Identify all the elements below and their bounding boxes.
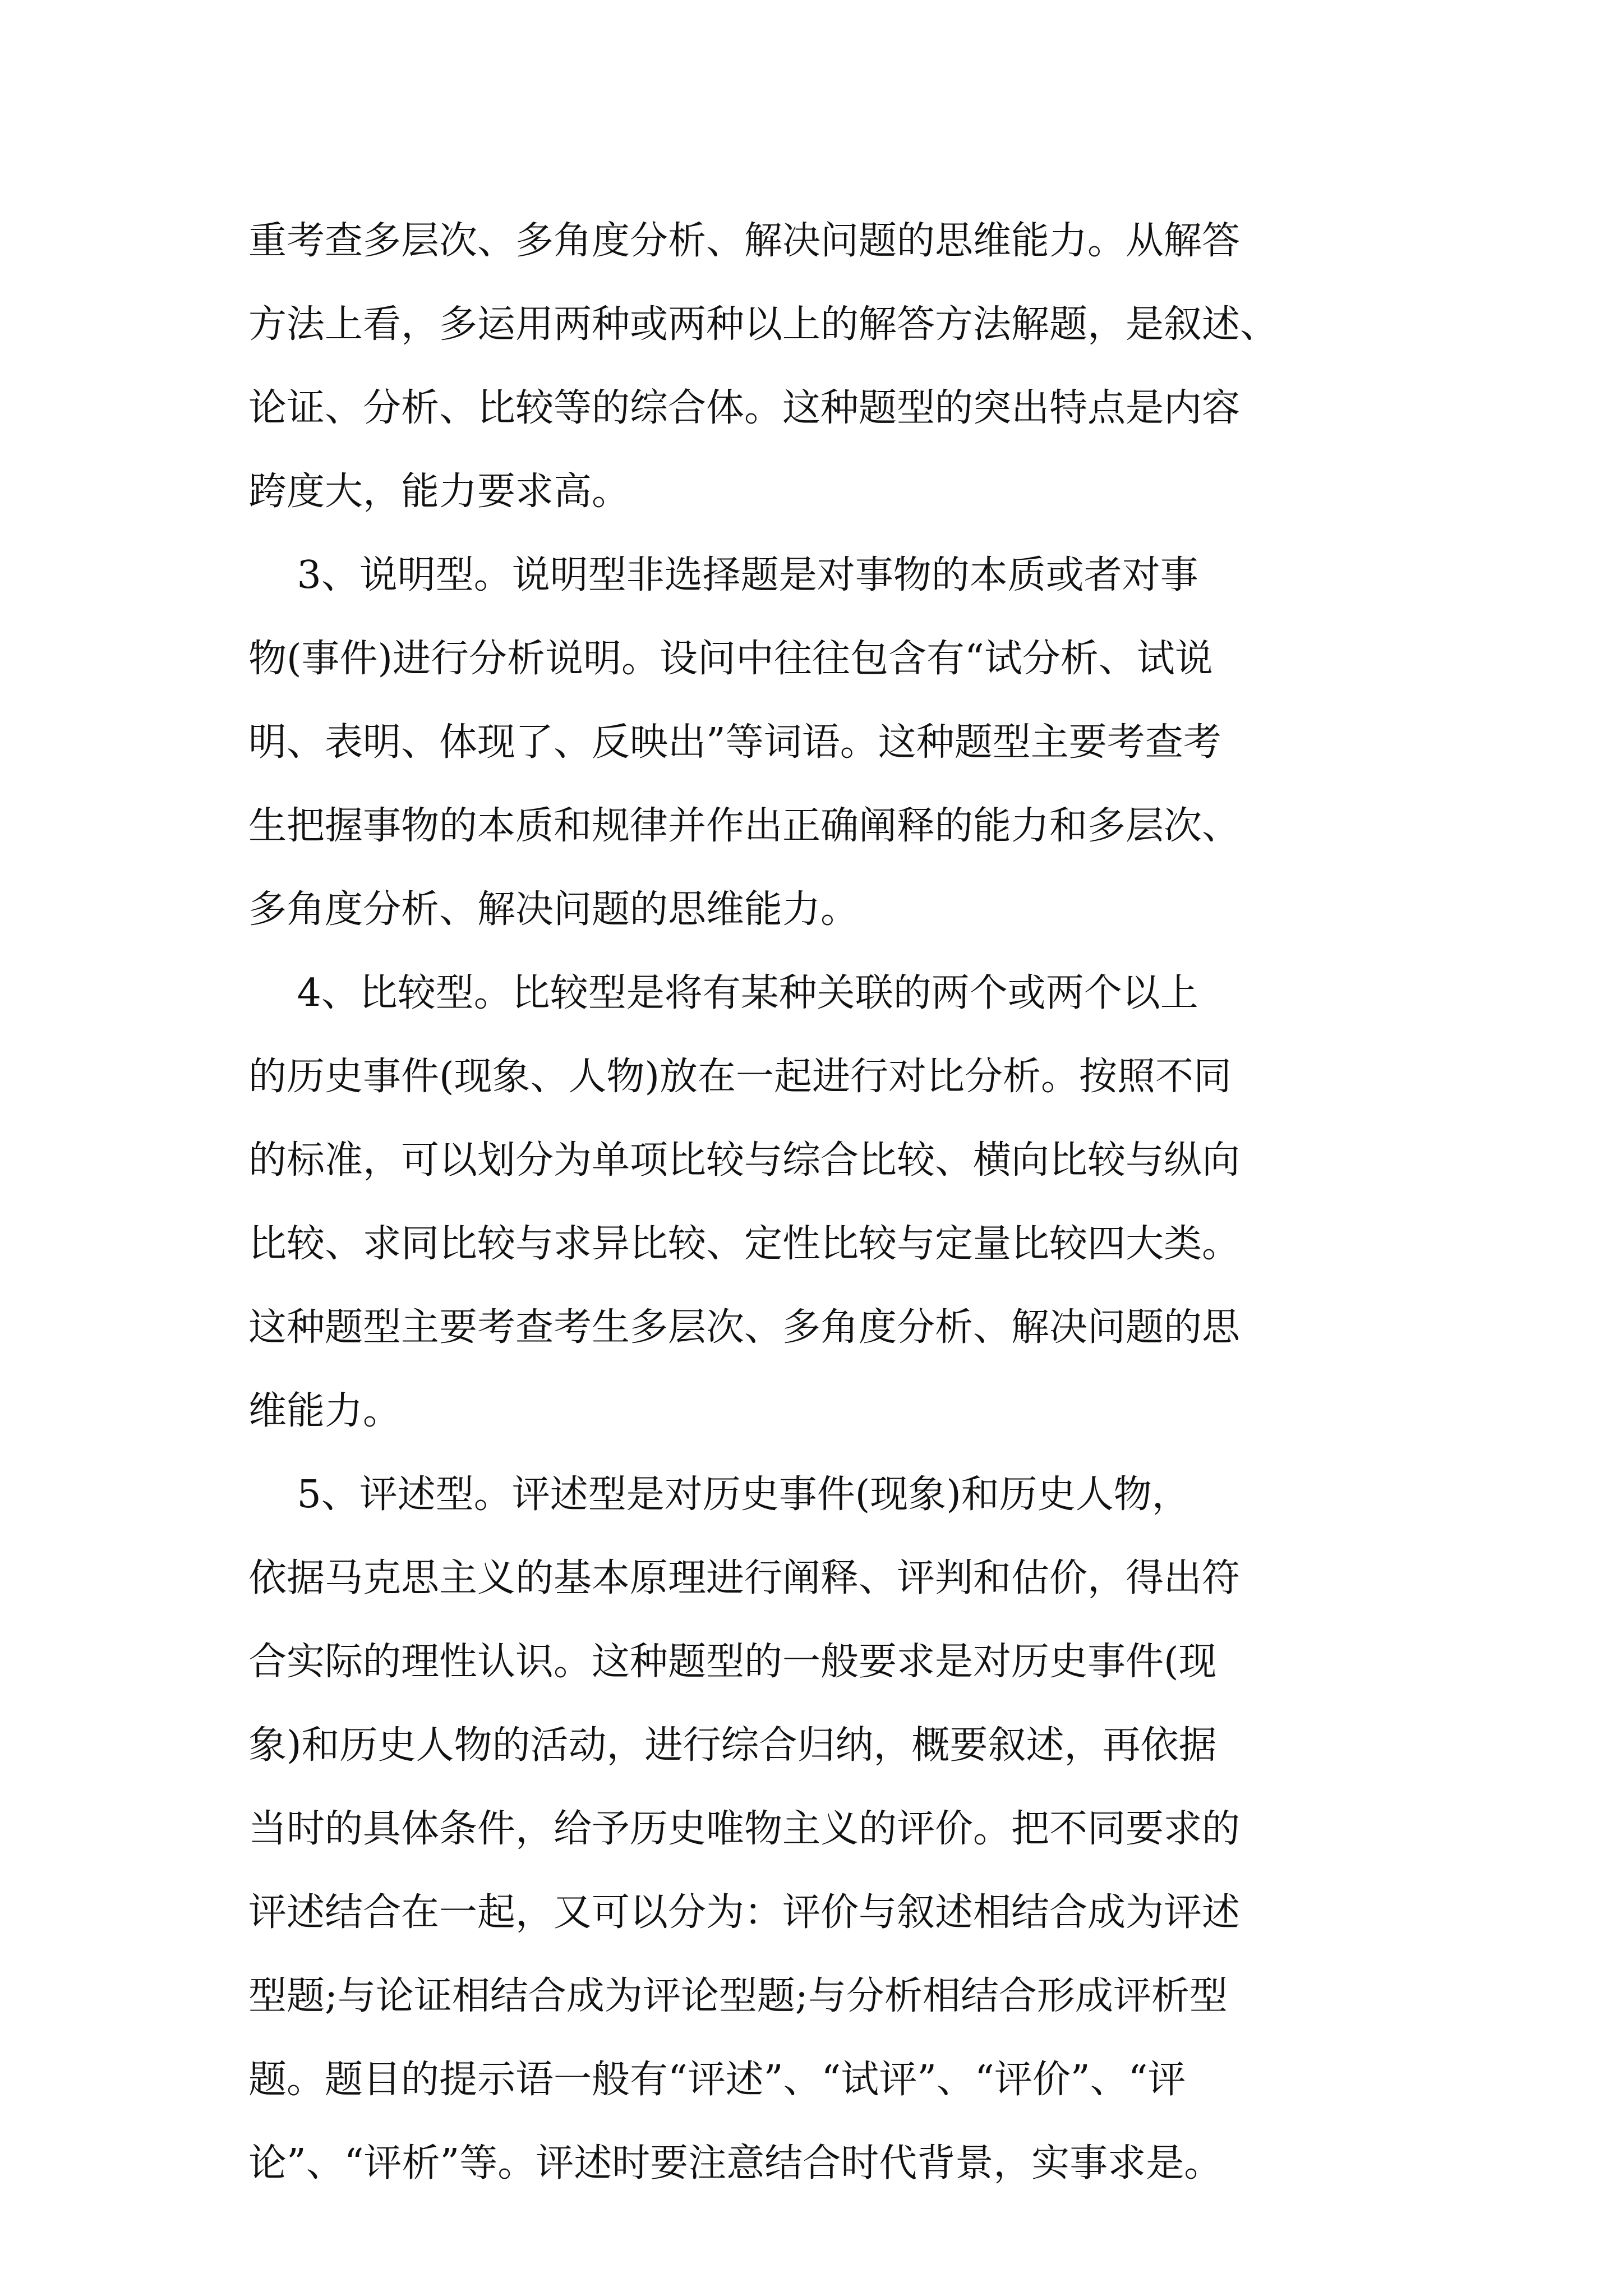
text-line: 明、表明、体现了、反映出”等词语。这种题型主要考查考 [248, 720, 1221, 765]
text-line: 比较、求同比较与求异比较、定性比较与定量比较四大类。 [248, 1222, 1241, 1266]
text-line: 评述结合在一起，又可以分为：评价与叙述相结合成为评述 [248, 1890, 1241, 1935]
text-line: 题。题目的提示语一般有“评述”、“试评”、“评价”、“评 [248, 2058, 1186, 2102]
text-line: 生把握事物的本质和规律并作出正确阐释的能力和多层次、 [248, 804, 1241, 848]
text-line: 的标准，可以划分为单项比较与综合比较、横向比较与纵向 [248, 1138, 1241, 1182]
text-line: 跨度大，能力要求高。 [248, 470, 630, 514]
text-line: 物(事件)进行分析说明。设问中往往包含有“试分析、试说 [248, 637, 1213, 681]
text-line: 合实际的理性认识。这种题型的一般要求是对历史事件(现 [248, 1640, 1217, 1684]
text-line: 的历史事件(现象、人物)放在一起进行对比分析。按照不同 [248, 1055, 1232, 1099]
text-line: 论证、分析、比较等的综合体。这种题型的突出特点是内容 [248, 386, 1241, 430]
text-line: 型题;与论证相结合成为评论型题;与分析相结合形成评析型 [248, 1974, 1228, 2018]
document-body [248, 199, 1393, 2205]
text-line: 重考查多层次、多角度分析、解决问题的思维能力。从解答 [248, 219, 1241, 263]
text-line: 4、比较型。比较型是将有某种关联的两个或两个以上 [248, 971, 1198, 1015]
text-line: 3、说明型。说明型非选择题是对事物的本质或者对事 [248, 553, 1198, 597]
text-line: 论”、“评析”等。评述时要注意结合时代背景，实事求是。 [248, 2141, 1223, 2185]
text-line: 维能力。 [248, 1389, 402, 1433]
text-line: 这种题型主要考查考生多层次、多角度分析、解决问题的思 [248, 1305, 1241, 1350]
text-line: 当时的具体条件，给予历史唯物主义的评价。把不同要求的 [248, 1807, 1241, 1851]
text-line: 依据马克思主义的基本原理进行阐释、评判和估价，得出符 [248, 1556, 1241, 1600]
text-line: 方法上看，多运用两种或两种以上的解答方法解题，是叙述、 [248, 302, 1279, 347]
text-line: 多角度分析、解决问题的思维能力。 [248, 887, 859, 932]
text-line: 象)和历史人物的活动，进行综合归纳，概要叙述，再依据 [248, 1723, 1217, 1768]
text-line: 5、评述型。评述型是对历史事件(现象)和历史人物， [248, 1473, 1190, 1517]
